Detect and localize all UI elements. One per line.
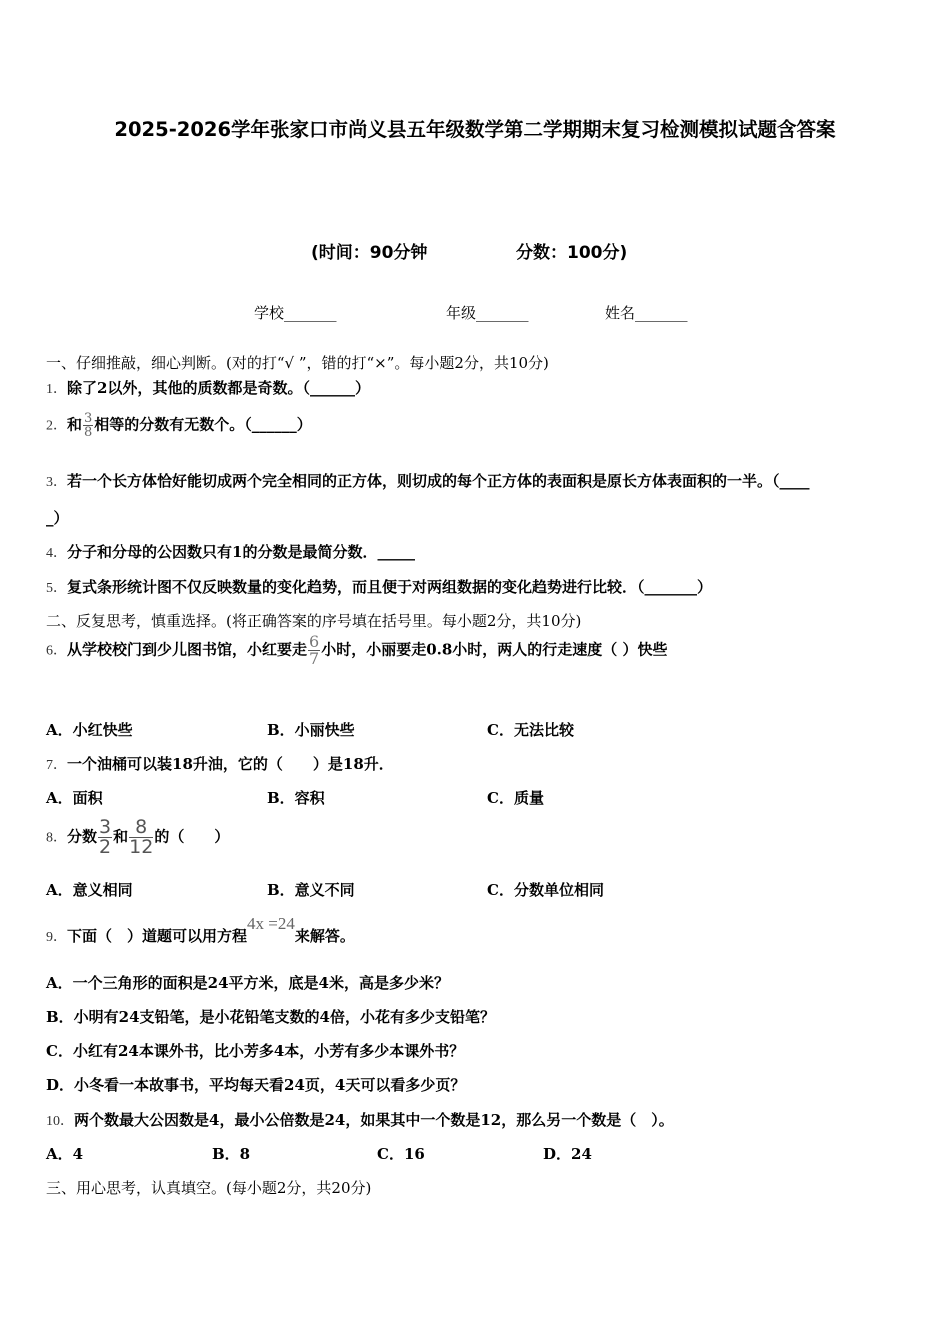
question-6 bbox=[46, 634, 668, 667]
q6-number: 6． bbox=[46, 643, 67, 659]
q2-frac-denominator: 8 bbox=[84, 425, 93, 440]
question-2 bbox=[46, 412, 312, 439]
question-5 bbox=[46, 576, 712, 597]
q9-option-a[interactable]: A．一个三角形的面积是24平方米，底是4米，高是多少米？ bbox=[46, 974, 449, 992]
q10-option-b[interactable]: B．8 bbox=[212, 1145, 251, 1163]
q7-option-c[interactable]: C．质量 bbox=[487, 789, 544, 807]
q3-text: 若一个长方体恰好能切成两个完全相同的正方体，则切成的每个正方体的表面积是原长方体表面积的一半。（____ bbox=[67, 472, 810, 490]
q4-text: 分子和分母的公因数只有1的分数是最简分数．_____ bbox=[67, 543, 415, 561]
name-field[interactable]: 姓名_______ bbox=[605, 304, 688, 322]
q10-option-a[interactable]: A．4 bbox=[46, 1145, 84, 1163]
q8-fraction-2 bbox=[129, 818, 153, 857]
q10-number: 10． bbox=[46, 1114, 74, 1129]
q6-pre: 从学校校门到少儿图书馆，小红要走 bbox=[67, 640, 308, 659]
q2-fraction bbox=[83, 412, 93, 439]
q8-post: 的（ ） bbox=[154, 827, 230, 846]
q6-option-b[interactable]: B．小丽快些 bbox=[267, 721, 355, 739]
q10-option-d[interactable]: D．24 bbox=[543, 1145, 592, 1163]
exam-time: (时间：90分钟 bbox=[311, 243, 428, 263]
grade-field[interactable]: 年级_______ bbox=[446, 304, 529, 322]
q8-fraction-1 bbox=[98, 818, 112, 857]
q10-option-c[interactable]: C．16 bbox=[377, 1145, 425, 1163]
q2-pre: 和 bbox=[67, 415, 83, 434]
q7-option-a[interactable]: A．面积 bbox=[46, 789, 103, 807]
q9-option-d[interactable]: D．小冬看一本故事书，平均每天看24页，4天可以看多少页？ bbox=[46, 1076, 466, 1094]
question-8 bbox=[46, 818, 229, 857]
q8-mid: 和 bbox=[113, 827, 129, 846]
q3-number: 3． bbox=[46, 475, 67, 490]
section3-heading: 三、用心思考，认真填空。(每小题2分，共20分) bbox=[46, 1179, 372, 1197]
q1-text: 除了2以外，其他的质数都是奇数。（______） bbox=[67, 379, 370, 397]
q8-option-c[interactable]: C．分数单位相同 bbox=[487, 881, 604, 899]
q7-text: 一个油桶可以装18升油，它的（ ）是18升． bbox=[67, 755, 394, 773]
q6-frac-numerator: 6 bbox=[309, 632, 320, 651]
q5-number: 5． bbox=[46, 581, 67, 596]
question-4 bbox=[46, 541, 415, 562]
q6-option-a[interactable]: A．小红快些 bbox=[46, 721, 133, 739]
q9-option-b[interactable]: B．小明有24支铅笔，是小花铅笔支数的4倍，小花有多少支铅笔？ bbox=[46, 1008, 495, 1026]
q9-equation: 4x =24 bbox=[247, 914, 295, 933]
q6-frac-denominator: 7 bbox=[309, 649, 320, 668]
q8-option-b[interactable]: B．意义不同 bbox=[267, 881, 355, 899]
page-title: 2025-2026学年张家口市尚义县五年级数学第二学期期末复习检测模拟试题含答案 bbox=[114, 118, 836, 141]
question-9 bbox=[46, 914, 355, 946]
q9-number: 9． bbox=[46, 930, 67, 945]
q8-f2-denominator: 12 bbox=[129, 836, 154, 858]
q8-f2-numerator: 8 bbox=[129, 818, 153, 838]
school-field[interactable]: 学校_______ bbox=[254, 304, 337, 322]
q8-pre: 分数 bbox=[67, 827, 98, 846]
question-1 bbox=[46, 377, 370, 398]
q6-post: 小时，小丽要走0.8小时，两人的行走速度（ ）快些 bbox=[321, 640, 668, 659]
q2-number: 2． bbox=[46, 418, 67, 434]
q2-frac-numerator: 3 bbox=[84, 411, 93, 426]
question-3 bbox=[46, 470, 810, 491]
q1-number: 1． bbox=[46, 382, 67, 397]
q9-pre: 下面（ ）道题可以用方程 bbox=[67, 927, 248, 945]
q9-post: 来解答。 bbox=[294, 927, 355, 945]
q6-option-c[interactable]: C．无法比较 bbox=[487, 721, 574, 739]
q8-option-a[interactable]: A．意义相同 bbox=[46, 881, 133, 899]
exam-score: 分数：100分) bbox=[516, 243, 628, 263]
q8-number: 8． bbox=[46, 830, 67, 846]
q7-option-b[interactable]: B．容积 bbox=[267, 789, 325, 807]
q8-f1-numerator: 3 bbox=[99, 816, 112, 838]
section2-heading: 二、反复思考，慎重选择。(将正确答案的序号填在括号里。每小题2分，共10分) bbox=[46, 612, 582, 630]
q7-number: 7． bbox=[46, 758, 67, 773]
question-10 bbox=[46, 1109, 674, 1130]
q4-number: 4． bbox=[46, 546, 67, 561]
q10-text: 两个数最大公因数是4，最小公倍数是24，如果其中一个数是12，那么另一个数是（ ）。 bbox=[74, 1111, 674, 1129]
section1-heading: 一、仔细推敲，细心判断。(对的打“√ ”，错的打“×”。每小题2分，共10分) bbox=[46, 354, 549, 372]
q5-text: 复式条形统计图不仅反映数量的变化趋势，而且便于对两组数据的变化趋势进行比较．（_______） bbox=[67, 578, 713, 596]
q6-fraction bbox=[308, 634, 320, 667]
q3-continuation: _） bbox=[46, 509, 69, 527]
q8-f1-denominator: 2 bbox=[99, 836, 112, 858]
q9-option-c[interactable]: C．小红有24本课外书，比小芳多4本，小芳有多少本课外书？ bbox=[46, 1042, 465, 1060]
q2-post: 相等的分数有无数个。（______） bbox=[94, 415, 312, 434]
question-7 bbox=[46, 753, 394, 774]
